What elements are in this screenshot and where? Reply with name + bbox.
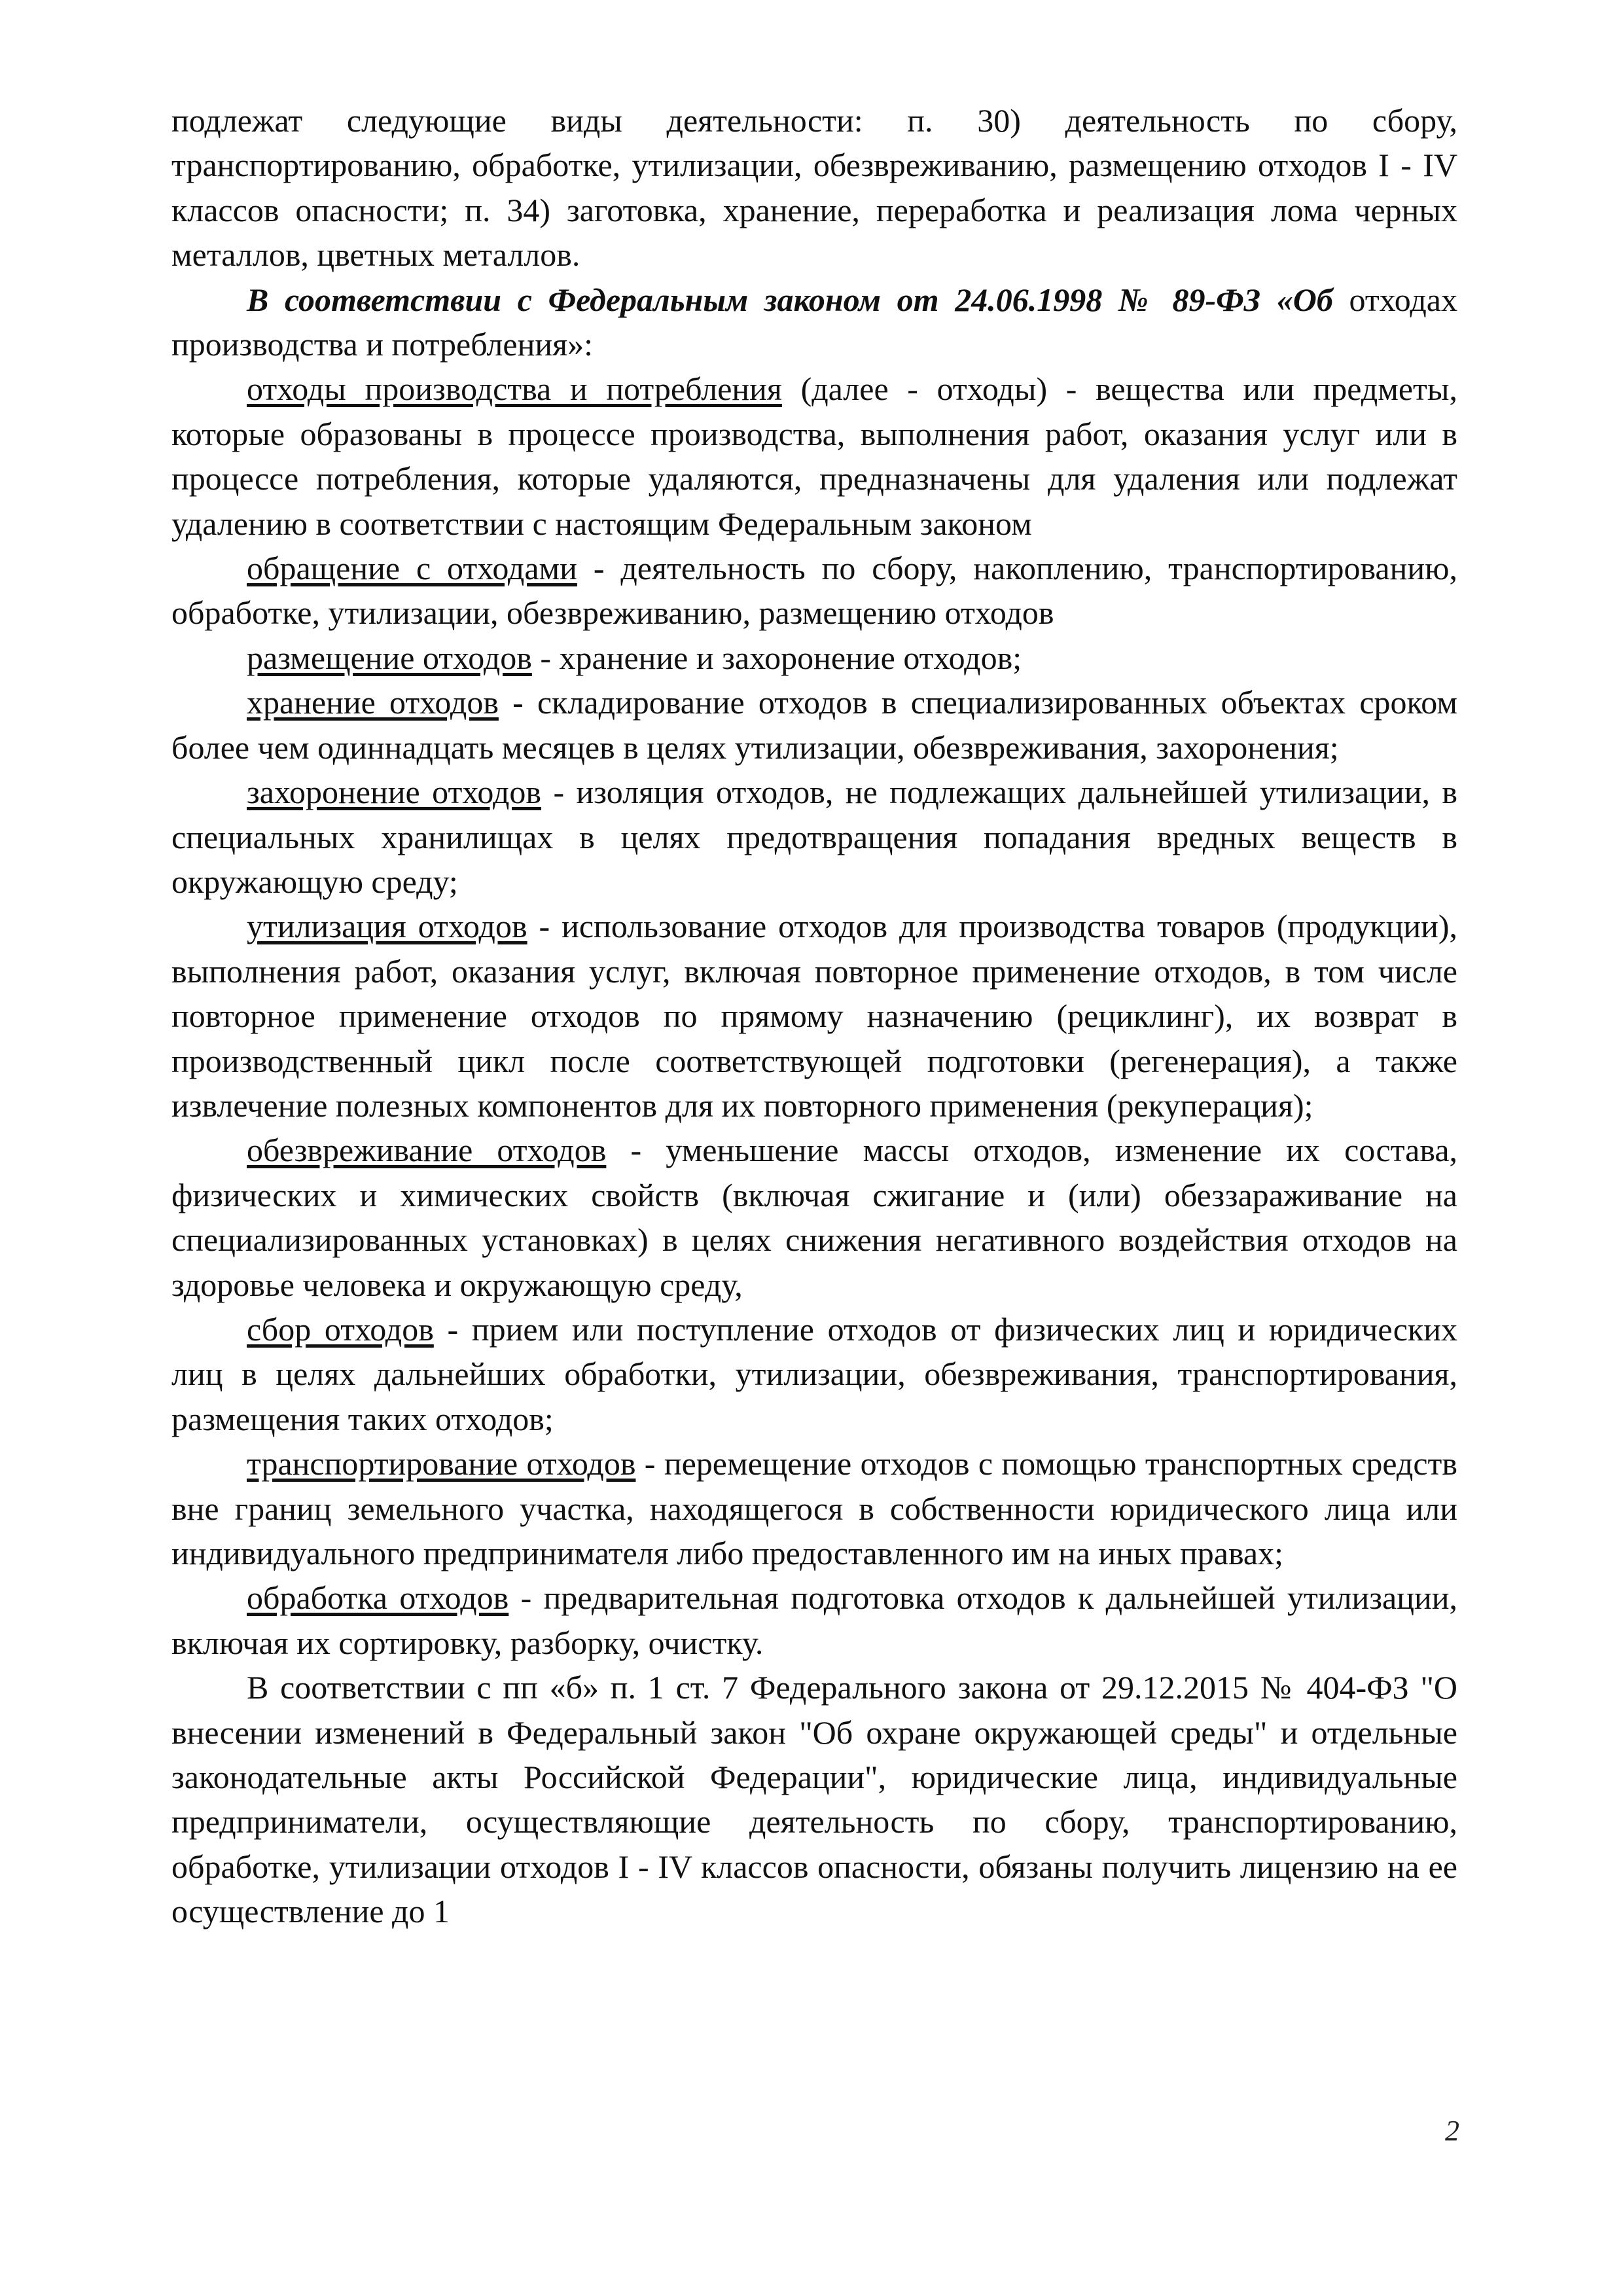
definition-paragraph: [171, 546, 1457, 636]
definition-paragraph: [171, 367, 1457, 546]
definition-paragraph: [171, 1128, 1457, 1307]
definition-paragraph: [171, 1441, 1457, 1575]
definition-paragraph: [171, 636, 1457, 680]
definition-paragraph: [171, 770, 1457, 904]
definition-paragraph: [171, 904, 1457, 1128]
definition-text: - предварительная подготовка отходов к дальнейшей утилизации, включая их сортировку, разборку, очистку.: [171, 1579, 1457, 1661]
definition-text: - перемещение отходов с помощью транспортных средств вне границ земельного участка, находящегося в собственности юридического лица или индивидуального предпринимателя либо предоставленного им на иных правах;: [171, 1445, 1457, 1571]
definition-term: захоронение отходов: [247, 774, 542, 811]
definition-paragraph: [171, 1575, 1457, 1665]
definition-text: - уменьшение массы отходов, изменение их состава, физических и химических свойств (включая сжигание и (или) обеззараживание на специализированных установках) в целях снижения негативного воздействия отходов на здоровье человека и окружающую среду,: [171, 1132, 1458, 1303]
definition-term: обработка отходов: [247, 1579, 509, 1617]
intro-paragraph: подлежат следующие виды деятельности: п. 30) деятельность по сбору, транспортированию, обработке, утилизации, обезвреживанию, размещению отходов I - IV классов опасности; п. 34) заготовка, хранение, переработка и реализация лома черных металлов, цветных металлов.: [171, 102, 1457, 274]
definition-text: - использование отходов для производства товаров (продукции), выполнения работ, оказания услуг, включая повторное применение отходов, в том числе повторное применение отходов по прямому назначению (рециклинг), их возврат в производственный цикл после соответствующей подготовки (регенерация), а также извлечение полезных компонентов для их повторного применения (рекуперация);: [171, 908, 1457, 1124]
definition-term: сбор отходов: [247, 1310, 434, 1348]
definition-text: - прием или поступление отходов от физических лиц и юридических лиц в целях дальнейших обработки, утилизации, обезвреживания, транспортирования, размещения таких отходов;: [171, 1310, 1458, 1437]
definition-term: размещение отходов: [247, 639, 532, 676]
definition-text: - хранение и захоронение отходов;: [531, 639, 1022, 676]
law-reference-paragraph: [171, 278, 1457, 367]
body-text: [171, 98, 1457, 1934]
definition-paragraph: [171, 680, 1457, 770]
definition-term: отходы производства и потребления: [247, 370, 782, 408]
definition-term: хранение отходов: [247, 684, 499, 721]
definition-term: транспортирование отходов: [247, 1445, 636, 1482]
page-number: 2: [1445, 2115, 1459, 2147]
definition-text: - изоляция отходов, не подлежащих дальнейшей утилизации, в специальных хранилищах в целях предотвращения попадания вредных веществ в окружающую среду;: [171, 774, 1458, 900]
definition-paragraph: [171, 1307, 1457, 1441]
closing-paragraph: В соответствии с пп «б» п. 1 ст. 7 Федерального закона от 29.12.2015 № 404-ФЗ "О внесении изменений в Федеральный закон "Об охране окружающей среды" и отдельные законодательные акты Российской Федерации", юридические лица, индивидуальные предприниматели, осуществляющие деятельность по сбору, транспортированию, обработке, утилизации отходов I - IV классов опасности, обязаны получить лицензию на ее осуществление до 1: [171, 1669, 1457, 1930]
definition-term: утилизация отходов: [247, 908, 527, 945]
definition-term: обезвреживание отходов: [247, 1132, 607, 1169]
law-reference-tail: отходах производства и потребления»:: [171, 281, 1457, 363]
law-reference-emphasis: В соответствии с Федеральным законом от 24.06.1998 № 89-ФЗ «Об: [247, 281, 1333, 318]
definition-text: - деятельность по сбору, накоплению, транспортированию, обработке, утилизации, обезвреживанию, размещению отходов: [171, 550, 1457, 632]
definition-text: (далее - отходы) - вещества или предметы, которые образованы в процессе производства, выполнения работ, оказания услуг или в процессе потребления, которые удаляются, предназначены для удаления или подлежат удалению в соответствии с настоящим Федеральным законом: [171, 370, 1457, 542]
definition-term: обращение с отходами: [247, 550, 577, 587]
definition-text: - складирование отходов в специализированных объектах сроком более чем одиннадцать месяцев в целях утилизации, обезвреживания, захоронения;: [171, 684, 1457, 766]
